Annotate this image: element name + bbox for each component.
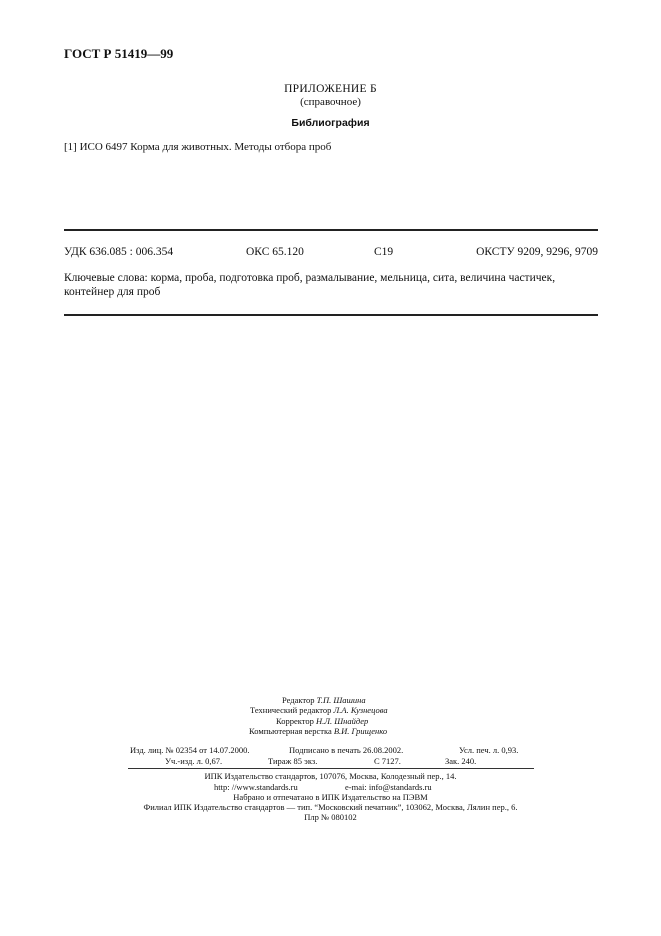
bottom-divider xyxy=(64,314,598,316)
credit-role: Корректор xyxy=(276,716,314,726)
udk-code: УДК 636.085 : 006.354 xyxy=(64,246,174,258)
website: http: //www.standards.ru xyxy=(214,782,298,792)
license-number: Изд. лиц. № 02354 от 14.07.2000. xyxy=(130,745,250,755)
category-code: С19 xyxy=(374,246,394,258)
publisher-address: ИПК Издательство стандартов, 107076, Москва, Колодезный пер., 14. xyxy=(204,771,457,781)
pub-sheets: Уч.-изд. л. 0,67. xyxy=(165,756,223,766)
branch-address: Филиал ИПК Издательство стандартов — тип. “Московский печатник”, 103062, Москва, Лялин пер., 6. xyxy=(143,802,518,812)
credit-name: Л.А. Кузнецова xyxy=(333,705,388,715)
typeset-info: Набрано и отпечатано в ИПК Издательство на ПЭВМ xyxy=(233,792,428,802)
oks-code: ОКС 65.120 xyxy=(246,246,304,258)
standard-code: ГОСТ Р 51419—99 xyxy=(64,46,174,61)
plr-number: Плр № 080102 xyxy=(304,812,357,822)
credit-role: Редактор xyxy=(282,695,315,705)
c-number: С 7127. xyxy=(374,756,401,766)
reference-item: [1] ИСО 6497 Корма для животных. Методы отбора проб xyxy=(64,141,332,153)
appendix-subtitle: (справочное) xyxy=(300,96,361,108)
imprint-divider xyxy=(128,768,534,769)
credit-role: Технический редактор xyxy=(250,705,332,715)
credit-tech-editor xyxy=(250,705,388,715)
okstu-code: ОКСТУ 9209, 9296, 9709 xyxy=(476,246,598,258)
bibliography-title: Библиография xyxy=(291,117,370,129)
credit-name: В.И. Грищенко xyxy=(333,726,388,736)
email: e-mai: info@standards.ru xyxy=(345,782,432,792)
signed-date: Подписано в печать 26.08.2002. xyxy=(289,745,404,755)
credit-role: Компьютерная верстка xyxy=(249,726,332,736)
appendix-title: ПРИЛОЖЕНИЕ Б xyxy=(284,83,377,95)
top-divider xyxy=(64,229,598,231)
order-number: Зак. 240. xyxy=(445,756,477,766)
credit-layout xyxy=(249,726,387,736)
credit-editor xyxy=(282,695,366,705)
credit-name: Т.П. Шашина xyxy=(316,695,366,705)
circulation: Тираж 85 экз. xyxy=(268,756,318,766)
keywords: Ключевые слова: корма, проба, подготовка проб, размалывание, мельница, сита, величина частичек, контейнер для проб xyxy=(64,272,556,298)
credit-name: Н.Л. Шнайдер xyxy=(316,716,369,726)
credit-corrector xyxy=(276,716,368,726)
print-sheets: Усл. печ. л. 0,93. xyxy=(459,745,519,755)
